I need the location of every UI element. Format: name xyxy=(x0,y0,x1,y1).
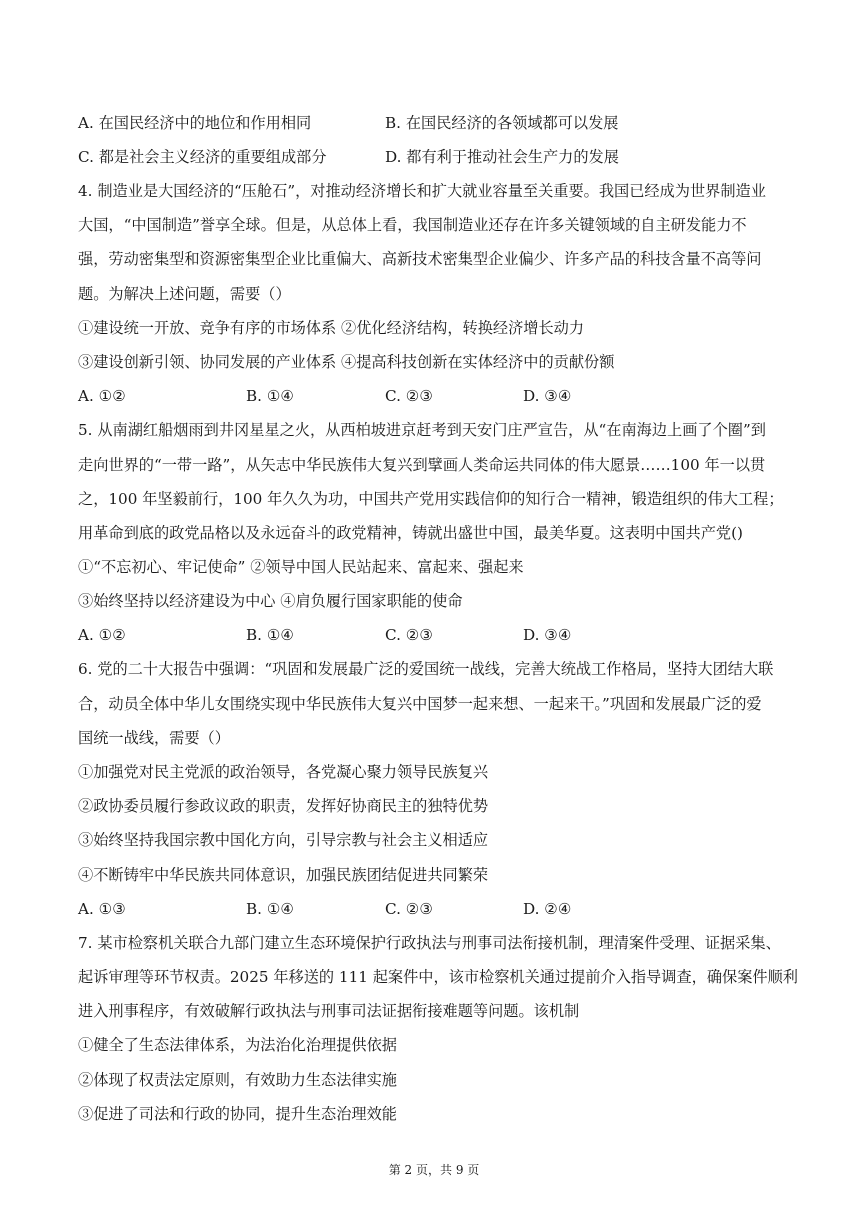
q6-choice-d: D. ②④ xyxy=(523,900,572,918)
q4-stem-line: 强，劳动密集型和资源密集型企业比重偏大、高新技术密集型企业偏少、许多产品的科技含量不高等问 xyxy=(78,250,762,268)
q5-choice-d: D. ③④ xyxy=(523,626,572,644)
q4-item: ①建设统一开放、竞争有序的市场体系 ②优化经济结构，转换经济增长动力 xyxy=(78,319,585,337)
q4-stem-line: 大国，“中国制造”誉享全球。但是，从总体上看，我国制造业还存在许多关键领域的自主研发能力不 xyxy=(78,216,747,234)
q5-choice-a: A. ①② xyxy=(78,626,126,644)
q6-item: ④不断铸牢中华民族共同体意识，加强民族团结促进共同繁荣 xyxy=(78,866,489,884)
q7-stem-line: 起诉审理等环节权责。2025 年移送的 111 起案件中，该市检察机关通过提前介入指导调查，确保案件顺利 xyxy=(78,968,798,986)
q5-stem-line: 5. 从南湖红船烟雨到井冈星星之火，从西柏坡进京赶考到天安门庄严宣告，从“在南海边上画了个圈”到 xyxy=(78,421,766,439)
q4-choice-c: C. ②③ xyxy=(385,387,433,405)
q5-item: ①“不忘初心、牢记使命” ②领导中国人民站起来、富起来、强起来 xyxy=(78,558,524,576)
q7-stem-line: 进入刑事程序，有效破解行政执法与刑事司法证据衔接难题等问题。该机制 xyxy=(78,1002,580,1020)
q7-item: ③促进了司法和行政的协同，提升生态治理效能 xyxy=(78,1105,397,1123)
q5-choice-c: C. ②③ xyxy=(385,626,433,644)
q6-choice-a: A. ①③ xyxy=(78,900,126,918)
q7-item: ①健全了生态法律体系，为法治化治理提供依据 xyxy=(78,1036,397,1054)
q5-stem-line: 之，100 年坚毅前行，100 年久久为功，中国共产党用实践信仰的知行合一精神，锻造组织的伟大工程； xyxy=(78,490,784,508)
q7-item: ②体现了权责法定原则，有效助力生态法律实施 xyxy=(78,1071,397,1089)
q5-stem-line: 走向世界的“一带一路”，从矢志中华民族伟大复兴到擘画人类命运共同体的伟大愿景……100 年一以贯 xyxy=(78,456,766,474)
q6-item: ③始终坚持我国宗教中国化方向，引导宗教与社会主义相适应 xyxy=(78,831,489,849)
q3-option-a: A. 在国民经济中的地位和作用相同 xyxy=(78,114,312,132)
q4-stem-line: 4. 制造业是大国经济的“压舱石”，对推动经济增长和扩大就业容量至关重要。我国已经成为世界制造业 xyxy=(78,182,766,200)
q4-item: ③建设创新引领、协同发展的产业体系 ④提高科技创新在实体经济中的贡献份额 xyxy=(78,353,615,371)
q5-item: ③始终坚持以经济建设为中心 ④肩负履行国家职能的使命 xyxy=(78,592,463,610)
q6-choice-c: C. ②③ xyxy=(385,900,433,918)
q6-stem-line: 国统一战线，需要（） xyxy=(78,729,230,747)
page-number-footer: 第 2 页，共 9 页 xyxy=(388,1163,480,1177)
q4-choice-b: B. ①④ xyxy=(246,387,295,405)
q6-item: ①加强党对民主党派的政治领导，各党凝心聚力领导民族复兴 xyxy=(78,763,489,781)
q5-stem-line: 用革命到底的政党品格以及永远奋斗的政党精神，铸就出盛世中国，最美华夏。这表明中国共产党() xyxy=(78,524,743,542)
q4-stem-line: 题。为解决上述问题，需要（） xyxy=(78,285,291,303)
q6-stem-line: 合，动员全体中华儿女围绕实现中华民族伟大复兴中国梦一起来想、一起来干。”巩固和发展最广泛的爱 xyxy=(78,695,762,713)
q3-option-c: C. 都是社会主义经济的重要组成部分 xyxy=(78,148,327,166)
q4-choice-a: A. ①② xyxy=(78,387,126,405)
q4-choice-d: D. ③④ xyxy=(523,387,572,405)
q6-choice-b: B. ①④ xyxy=(246,900,295,918)
q7-stem-line: 7. 某市检察机关联合九部门建立生态环境保护行政执法与刑事司法衔接机制，理清案件受理、证据采集、 xyxy=(78,934,781,952)
q3-option-d: D. 都有利于推动社会生产力的发展 xyxy=(385,148,619,166)
q6-stem-line: 6. 党的二十大报告中强调：“巩固和发展最广泛的爱国统一战线，完善大统战工作格局，坚持大团结大联 xyxy=(78,660,774,678)
q6-item: ②政协委员履行参政议政的职责，发挥好协商民主的独特优势 xyxy=(78,797,489,815)
q3-option-b: B. 在国民经济的各领域都可以发展 xyxy=(385,114,619,132)
q5-choice-b: B. ①④ xyxy=(246,626,295,644)
